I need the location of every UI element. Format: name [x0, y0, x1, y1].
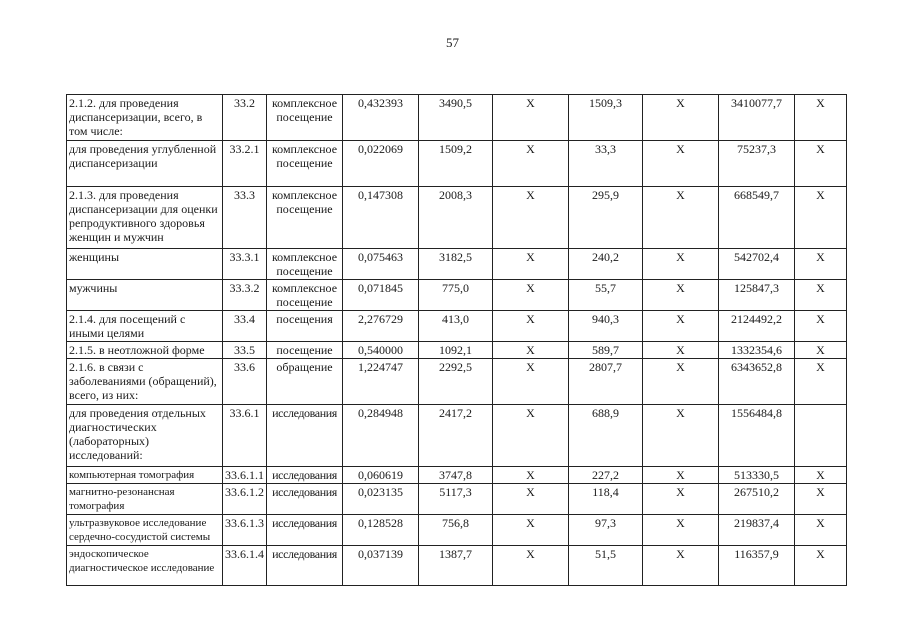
row-x-mark: Х: [795, 311, 847, 342]
row-per-capita: 97,3: [569, 515, 643, 546]
row-total: 1332354,6: [719, 342, 795, 359]
row-x-mark: Х: [795, 546, 847, 586]
row-code: 33.3: [223, 187, 267, 249]
table-row: [67, 546, 847, 586]
row-x-mark: Х: [493, 405, 569, 467]
row-x-mark: Х: [493, 311, 569, 342]
table-row: [67, 405, 847, 467]
row-code: 33.3.2: [223, 280, 267, 311]
row-total: 267510,2: [719, 484, 795, 515]
table-row: [67, 484, 847, 515]
row-name: 2.1.3. для проведения диспансеризации для оценки репродуктивного здоровья женщин и мужчин: [67, 187, 223, 249]
row-per-capita: 240,2: [569, 249, 643, 280]
row-x-mark: Х: [643, 467, 719, 484]
row-unit: посещение: [267, 342, 343, 359]
row-cost: 2417,2: [419, 405, 493, 467]
row-norm: 0,284948: [343, 405, 419, 467]
row-x-mark: [795, 405, 847, 467]
row-cost: 1387,7: [419, 546, 493, 586]
row-x-mark: Х: [493, 280, 569, 311]
row-x-mark: Х: [643, 405, 719, 467]
row-name: эндоскопическое диагностическое исследование: [67, 546, 223, 586]
row-unit: комплексное посещение: [267, 249, 343, 280]
row-code: 33.6.1.3: [223, 515, 267, 546]
table-row: [67, 187, 847, 249]
row-norm: 1,224747: [343, 359, 419, 405]
row-unit: посещения: [267, 311, 343, 342]
row-x-mark: Х: [493, 187, 569, 249]
row-cost: 3490,5: [419, 95, 493, 141]
row-total: 3410077,7: [719, 95, 795, 141]
row-total: 6343652,8: [719, 359, 795, 405]
row-x-mark: Х: [643, 187, 719, 249]
row-x-mark: Х: [493, 546, 569, 586]
table-row: [67, 342, 847, 359]
row-cost: 775,0: [419, 280, 493, 311]
table-row: [67, 141, 847, 187]
row-x-mark: Х: [643, 359, 719, 405]
row-code: 33.6.1: [223, 405, 267, 467]
row-code: 33.2: [223, 95, 267, 141]
row-cost: 3747,8: [419, 467, 493, 484]
row-norm: 0,022069: [343, 141, 419, 187]
row-x-mark: Х: [493, 515, 569, 546]
row-name: для проведения отдельных диагностических (лабораторных) исследований:: [67, 405, 223, 467]
row-code: 33.6: [223, 359, 267, 405]
row-name: женщины: [67, 249, 223, 280]
row-x-mark: Х: [643, 546, 719, 586]
row-x-mark: Х: [795, 187, 847, 249]
row-total: 542702,4: [719, 249, 795, 280]
row-cost: 5117,3: [419, 484, 493, 515]
row-x-mark: Х: [795, 515, 847, 546]
row-x-mark: Х: [795, 467, 847, 484]
row-x-mark: Х: [643, 484, 719, 515]
row-per-capita: 55,7: [569, 280, 643, 311]
row-x-mark: Х: [795, 359, 847, 405]
row-cost: 756,8: [419, 515, 493, 546]
row-name: компьютерная томография: [67, 467, 223, 484]
row-x-mark: Х: [643, 280, 719, 311]
row-code: 33.4: [223, 311, 267, 342]
row-x-mark: Х: [643, 249, 719, 280]
row-x-mark: Х: [795, 484, 847, 515]
row-name: мужчины: [67, 280, 223, 311]
row-total: 1556484,8: [719, 405, 795, 467]
row-total: 668549,7: [719, 187, 795, 249]
row-x-mark: Х: [795, 95, 847, 141]
row-name: 2.1.6. в связи с заболеваниями (обращений), всего, из них:: [67, 359, 223, 405]
table-row: [67, 467, 847, 484]
row-x-mark: Х: [493, 359, 569, 405]
row-total: 75237,3: [719, 141, 795, 187]
table-body: [67, 95, 847, 586]
row-unit: комплексное посещение: [267, 187, 343, 249]
row-x-mark: Х: [493, 484, 569, 515]
row-x-mark: Х: [643, 141, 719, 187]
row-unit: исследования: [267, 546, 343, 586]
funding-table: [66, 94, 847, 586]
row-per-capita: 295,9: [569, 187, 643, 249]
row-cost: 413,0: [419, 311, 493, 342]
row-name: 2.1.2. для проведения диспансеризации, всего, в том числе:: [67, 95, 223, 141]
row-norm: 0,037139: [343, 546, 419, 586]
row-unit: комплексное посещение: [267, 141, 343, 187]
row-x-mark: Х: [643, 95, 719, 141]
table-row: [67, 249, 847, 280]
row-unit: исследования: [267, 405, 343, 467]
row-per-capita: 589,7: [569, 342, 643, 359]
table-row: [67, 95, 847, 141]
row-unit: исследования: [267, 467, 343, 484]
row-name: для проведения углубленной диспансеризации: [67, 141, 223, 187]
row-x-mark: Х: [493, 249, 569, 280]
row-x-mark: Х: [643, 515, 719, 546]
row-x-mark: Х: [493, 467, 569, 484]
row-per-capita: 2807,7: [569, 359, 643, 405]
row-code: 33.6.1.2: [223, 484, 267, 515]
row-unit: исследования: [267, 515, 343, 546]
page-number: 57: [446, 35, 459, 50]
row-code: 33.6.1.1: [223, 467, 267, 484]
row-cost: 1509,2: [419, 141, 493, 187]
row-unit: комплексное посещение: [267, 280, 343, 311]
row-per-capita: 227,2: [569, 467, 643, 484]
row-unit: обращение: [267, 359, 343, 405]
row-name: ультразвуковое исследование сердечно-сосудистой системы: [67, 515, 223, 546]
row-norm: 0,540000: [343, 342, 419, 359]
row-norm: 0,060619: [343, 467, 419, 484]
row-norm: 0,432393: [343, 95, 419, 141]
row-x-mark: Х: [493, 342, 569, 359]
row-x-mark: Х: [493, 95, 569, 141]
row-total: 219837,4: [719, 515, 795, 546]
table-row: [67, 311, 847, 342]
row-name: магнитно-резонансная томография: [67, 484, 223, 515]
row-per-capita: 33,3: [569, 141, 643, 187]
row-norm: 0,075463: [343, 249, 419, 280]
row-norm: 0,147308: [343, 187, 419, 249]
table-row: [67, 515, 847, 546]
row-total: 116357,9: [719, 546, 795, 586]
row-norm: 0,071845: [343, 280, 419, 311]
row-per-capita: 940,3: [569, 311, 643, 342]
row-x-mark: Х: [795, 249, 847, 280]
row-name: 2.1.4. для посещений с иными целями: [67, 311, 223, 342]
row-norm: 0,023135: [343, 484, 419, 515]
row-total: 125847,3: [719, 280, 795, 311]
row-per-capita: 118,4: [569, 484, 643, 515]
row-code: 33.3.1: [223, 249, 267, 280]
row-norm: 0,128528: [343, 515, 419, 546]
row-x-mark: Х: [643, 311, 719, 342]
row-code: 33.2.1: [223, 141, 267, 187]
row-name: 2.1.5. в неотложной форме: [67, 342, 223, 359]
row-x-mark: Х: [795, 280, 847, 311]
row-norm: 2,276729: [343, 311, 419, 342]
row-per-capita: 688,9: [569, 405, 643, 467]
row-x-mark: Х: [795, 342, 847, 359]
row-x-mark: Х: [795, 141, 847, 187]
row-cost: 2292,5: [419, 359, 493, 405]
row-x-mark: Х: [643, 342, 719, 359]
table-row: [67, 359, 847, 405]
row-unit: комплексное посещение: [267, 95, 343, 141]
row-total: 2124492,2: [719, 311, 795, 342]
row-cost: 2008,3: [419, 187, 493, 249]
row-cost: 1092,1: [419, 342, 493, 359]
row-code: 33.5: [223, 342, 267, 359]
row-per-capita: 51,5: [569, 546, 643, 586]
row-total: 513330,5: [719, 467, 795, 484]
row-per-capita: 1509,3: [569, 95, 643, 141]
row-unit: исследования: [267, 484, 343, 515]
row-code: 33.6.1.4: [223, 546, 267, 586]
row-cost: 3182,5: [419, 249, 493, 280]
row-x-mark: Х: [493, 141, 569, 187]
table-row: [67, 280, 847, 311]
